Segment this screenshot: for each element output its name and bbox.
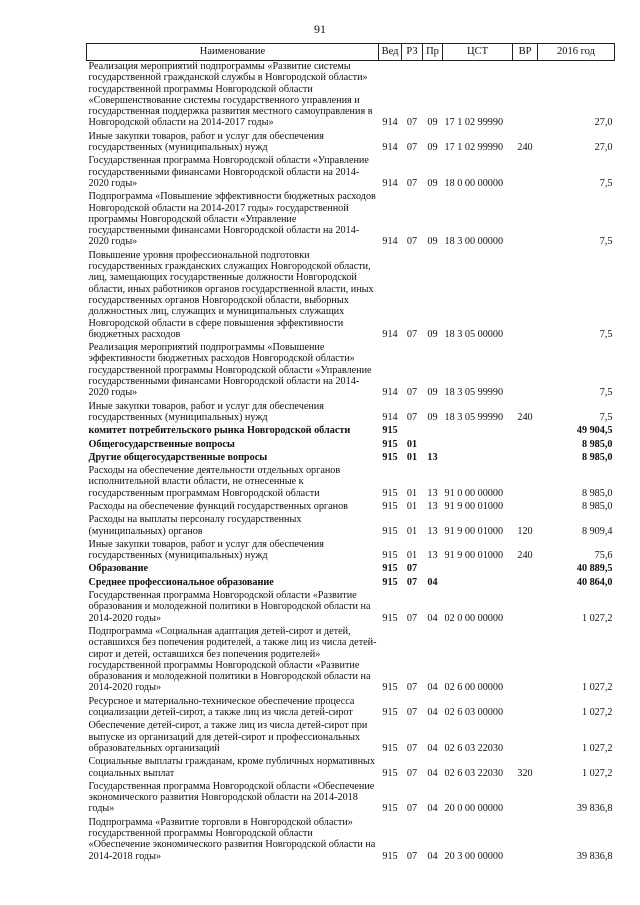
cell-ved: 914 xyxy=(382,117,398,129)
cell-pr xyxy=(423,563,443,576)
cell-rz: 07 xyxy=(406,612,418,624)
column-header-amount: 2016 год xyxy=(538,44,615,61)
cell-amount: 8 985,0 xyxy=(581,451,613,463)
page-number: 91 xyxy=(314,22,326,36)
cell-rz: 07 xyxy=(406,707,418,719)
cell-cst: 18 3 00 00000 xyxy=(444,236,504,248)
cell-rz: 07 xyxy=(406,576,418,588)
table-row xyxy=(87,781,615,817)
cell-cst: 02 6 00 00000 xyxy=(444,682,504,694)
cell-vr xyxy=(513,342,538,400)
cell-name: Государственная программа Новгородской области «Управление государственными финансами Новгородской области на 2014-2020 годы» xyxy=(88,155,369,189)
cell-rz: 07 xyxy=(406,142,418,154)
cell-pr xyxy=(423,425,443,438)
cell-cst: 91 9 00 01000 xyxy=(444,500,504,512)
cell-ved: 915 xyxy=(382,767,398,779)
cell-ved: 915 xyxy=(382,576,398,588)
cell-vr xyxy=(513,250,538,342)
cell-vr xyxy=(513,577,538,590)
cell-vr xyxy=(513,501,538,514)
cell-vr xyxy=(513,590,538,626)
cell-pr: 04 xyxy=(427,742,438,754)
cell-ved: 915 xyxy=(382,563,398,575)
cell-rz: 01 xyxy=(406,451,418,463)
column-header-name: Наименование xyxy=(87,44,379,61)
cell-pr: 04 xyxy=(427,682,438,694)
cell-cst: 02 6 03 22030 xyxy=(444,767,504,779)
cell-rz: 01 xyxy=(406,500,418,512)
cell-ved: 915 xyxy=(382,803,398,815)
cell-cst: 02 6 03 00000 xyxy=(444,707,504,719)
cell-rz: 07 xyxy=(406,563,418,575)
cell-amount: 40 864,0 xyxy=(576,576,613,588)
cell-vr xyxy=(513,439,538,452)
cell-ved: 914 xyxy=(382,236,398,248)
cell-rz: 01 xyxy=(406,487,418,499)
cell-name: Среднее профессиональное образование xyxy=(88,576,274,588)
cell-vr: 240 xyxy=(517,411,533,423)
table-row xyxy=(87,465,615,501)
cell-pr xyxy=(423,439,443,452)
cell-vr xyxy=(513,61,538,131)
cell-ved: 915 xyxy=(382,438,398,450)
cell-ved: 914 xyxy=(382,411,398,423)
cell-rz: 01 xyxy=(406,550,418,562)
cell-amount: 27,0 xyxy=(594,142,613,154)
cell-name: Реализация мероприятий подпрограммы «Повышение эффективности бюджетных расходов Новгородской области» государственной программы Новгородской области «Управление государственными финансами Новгородской области на 2014-2020 годы» xyxy=(88,342,372,399)
cell-name: Государственная программа Новгородской области «Развитие образования и молодежной политики в Новгородской области на 2014-2020 годы» xyxy=(88,590,371,624)
cell-rz: 07 xyxy=(406,387,418,399)
cell-amount: 1 027,2 xyxy=(581,612,613,624)
table-header-row xyxy=(87,44,615,61)
table-row xyxy=(87,817,615,864)
cell-cst xyxy=(443,563,513,576)
cell-vr xyxy=(513,817,538,864)
cell-amount: 7,5 xyxy=(599,387,613,399)
cell-vr xyxy=(513,720,538,756)
cell-cst: 18 3 05 99990 xyxy=(444,411,504,423)
cell-amount: 7,5 xyxy=(599,411,613,423)
cell-amount: 7,5 xyxy=(599,236,613,248)
cell-vr xyxy=(513,563,538,576)
cell-amount: 7,5 xyxy=(599,328,613,340)
table-row xyxy=(87,577,615,590)
cell-amount: 1 027,2 xyxy=(581,682,613,694)
cell-name: Расходы на выплаты персоналу государственных (муниципальных) органов xyxy=(88,514,302,537)
cell-cst: 20 0 00 00000 xyxy=(444,803,504,815)
column-header-cst: ЦСТ xyxy=(443,44,513,61)
budget-table xyxy=(86,43,615,864)
cell-amount: 39 836,8 xyxy=(576,850,613,862)
table-row xyxy=(87,626,615,696)
cell-vr: 320 xyxy=(517,767,533,779)
cell-pr: 09 xyxy=(427,142,438,154)
cell-cst: 18 3 05 99990 xyxy=(444,387,504,399)
table-row xyxy=(87,342,615,400)
column-header-rz: РЗ xyxy=(402,44,423,61)
cell-amount: 8 985,0 xyxy=(581,438,613,450)
cell-name: Иные закупки товаров, работ и услуг для обеспечения государственных (муниципальных) нужд xyxy=(88,400,324,423)
cell-rz: 07 xyxy=(406,803,418,815)
table-row xyxy=(87,439,615,452)
cell-vr: 240 xyxy=(517,550,533,562)
cell-pr: 04 xyxy=(427,850,438,862)
cell-amount: 8 985,0 xyxy=(581,487,613,499)
cell-ved: 915 xyxy=(382,612,398,624)
cell-cst: 17 1 02 99990 xyxy=(444,142,504,154)
cell-name: Социальные выплаты гражданам, кроме публичных нормативных социальных выплат xyxy=(88,756,375,779)
cell-cst: 17 1 02 99990 xyxy=(444,117,504,129)
table-row xyxy=(87,131,615,156)
cell-rz: 07 xyxy=(406,236,418,248)
cell-name: Обеспечение детей-сирот, а также лиц из числа детей-сирот при выпуске из организаций для детей-сирот и профессиональных образовательных организаций xyxy=(88,720,368,754)
cell-cst xyxy=(443,439,513,452)
cell-amount: 27,0 xyxy=(594,117,613,129)
cell-name: Подпрограмма «Социальная адаптация детей-сирот и детей, оставшихся без попечения родителей, а также лиц из числа детей-сирот и детей, оставшихся без попечения родителей» государственной программы Новгородской области «Развитие образования и молодежной политики в Новгородской области на 2014-2020 годы» xyxy=(88,625,377,694)
cell-pr: 04 xyxy=(427,576,438,588)
cell-amount: 40 889,5 xyxy=(576,563,613,575)
cell-name: Иные закупки товаров, работ и услуг для обеспечения государственных (муниципальных) нужд xyxy=(88,538,324,562)
cell-pr: 09 xyxy=(427,411,438,423)
cell-name: Расходы на обеспечение функций государственных органов xyxy=(88,500,348,512)
cell-pr: 04 xyxy=(427,803,438,815)
cell-vr xyxy=(513,191,538,249)
cell-cst: 02 0 00 00000 xyxy=(444,612,504,624)
cell-vr xyxy=(513,452,538,465)
cell-amount: 39 836,8 xyxy=(576,803,613,815)
table-row xyxy=(87,425,615,438)
cell-pr: 09 xyxy=(427,387,438,399)
cell-pr: 09 xyxy=(427,177,438,189)
cell-rz: 07 xyxy=(406,411,418,423)
cell-vr xyxy=(513,696,538,721)
cell-name: Государственная программа Новгородской области «Обеспечение экономического развития Новгородской области на 2014-2018 годы» xyxy=(88,780,375,815)
cell-pr: 13 xyxy=(427,487,438,499)
table-row xyxy=(87,539,615,564)
cell-pr: 09 xyxy=(427,236,438,248)
cell-ved: 914 xyxy=(382,328,398,340)
cell-name: Реализация мероприятий подпрограммы «Развитие системы государственной гражданской службы в Новгородской области» государственной программы Новгородской области «Совершенствование системы государственного управления и государственная поддержка развития местного самоуправления в Новгородской области на 2014-2017 годы» xyxy=(88,61,373,129)
cell-ved: 915 xyxy=(382,451,398,463)
cell-amount: 1 027,2 xyxy=(581,767,613,779)
cell-cst: 91 9 00 01000 xyxy=(444,550,504,562)
cell-ved: 915 xyxy=(382,425,398,437)
cell-cst: 18 0 00 00000 xyxy=(444,177,504,189)
cell-ved: 915 xyxy=(382,850,398,862)
cell-cst: 02 6 03 22030 xyxy=(444,742,504,754)
cell-vr xyxy=(513,626,538,696)
cell-vr xyxy=(513,465,538,501)
cell-name: Ресурсное и материально-техническое обеспечение процесса социализации детей-сирот, а также лиц из числа детей-сирот xyxy=(88,695,355,719)
cell-name: Расходы на обеспечение деятельности отдельных органов исполнительной власти области, не отнесенные к государственным программам Новгородской области xyxy=(88,465,341,499)
cell-pr: 04 xyxy=(427,612,438,624)
cell-vr xyxy=(513,425,538,438)
cell-pr: 13 xyxy=(427,550,438,562)
cell-amount: 7,5 xyxy=(599,177,613,189)
cell-ved: 915 xyxy=(382,525,398,537)
table-row xyxy=(87,501,615,514)
table-row xyxy=(87,696,615,721)
cell-cst: 91 0 00 00000 xyxy=(444,487,504,499)
cell-pr: 09 xyxy=(427,117,438,129)
cell-cst xyxy=(443,452,513,465)
cell-ved: 914 xyxy=(382,387,398,399)
cell-vr: 120 xyxy=(517,525,533,537)
cell-pr: 13 xyxy=(427,525,438,537)
cell-ved: 915 xyxy=(382,707,398,719)
cell-name: Подпрограмма «Развитие торговли в Новгородской области» государственной программы Новгородской области «Обеспечение экономического развития Новгородской области на 2014-2018 годы» xyxy=(88,816,376,862)
table-row xyxy=(87,250,615,342)
cell-name: Повышение уровня профессиональной подготовки государственных гражданских служащих Новгородской области, лиц, замещающих государственные должности Новгородской области, иных работников органов государственной власти, иных государственных органов Новгородской области, выборных должностных лиц, служащих и муниципальных служащих Новгородской области в сфере повышения эффективности бюджетных расходов xyxy=(88,249,374,340)
table-row xyxy=(87,720,615,756)
cell-cst: 18 3 05 00000 xyxy=(444,328,504,340)
cell-amount: 1 027,2 xyxy=(581,707,613,719)
cell-amount: 8 909,4 xyxy=(581,525,613,537)
cell-rz: 01 xyxy=(406,438,418,450)
cell-cst: 20 3 00 00000 xyxy=(444,850,504,862)
cell-pr: 04 xyxy=(427,707,438,719)
cell-name: Общегосударственные вопросы xyxy=(88,438,235,450)
cell-rz: 07 xyxy=(406,850,418,862)
cell-rz xyxy=(402,425,423,438)
cell-vr xyxy=(513,781,538,817)
cell-name: Другие общегосударственные вопросы xyxy=(88,451,268,463)
cell-ved: 915 xyxy=(382,742,398,754)
table-row xyxy=(87,756,615,781)
column-header-pr: Пр xyxy=(423,44,443,61)
table-row xyxy=(87,590,615,626)
cell-pr: 04 xyxy=(427,767,438,779)
cell-name: комитет потребительского рынка Новгородской области xyxy=(88,425,351,437)
cell-pr: 13 xyxy=(427,500,438,512)
table-row xyxy=(87,452,615,465)
table-row xyxy=(87,401,615,426)
table-body xyxy=(87,61,615,864)
cell-ved: 914 xyxy=(382,177,398,189)
cell-amount: 75,6 xyxy=(594,550,613,562)
cell-rz: 07 xyxy=(406,742,418,754)
table-row xyxy=(87,563,615,576)
table-row xyxy=(87,155,615,191)
cell-pr: 09 xyxy=(427,328,438,340)
cell-amount: 49 904,5 xyxy=(576,425,613,437)
cell-vr: 240 xyxy=(517,142,533,154)
cell-amount: 1 027,2 xyxy=(581,742,613,754)
cell-ved: 915 xyxy=(382,550,398,562)
cell-ved: 915 xyxy=(382,500,398,512)
cell-rz: 07 xyxy=(406,177,418,189)
table-row xyxy=(87,61,615,131)
table-row xyxy=(87,191,615,249)
cell-ved: 915 xyxy=(382,682,398,694)
cell-rz: 01 xyxy=(406,525,418,537)
table-row xyxy=(87,514,615,539)
cell-cst xyxy=(443,577,513,590)
cell-cst xyxy=(443,425,513,438)
cell-amount: 8 985,0 xyxy=(581,500,613,512)
cell-name: Подпрограмма «Повышение эффективности бюджетных расходов Новгородской области на 2014-2017 годы» государственной программы Новгородской области «Управление государственными финансами Новгородской области на 2014-2020 годы» xyxy=(88,191,376,248)
column-header-vr: ВР xyxy=(513,44,538,61)
cell-name: Образование xyxy=(88,563,149,575)
cell-cst: 91 9 00 01000 xyxy=(444,525,504,537)
cell-ved: 914 xyxy=(382,142,398,154)
cell-vr xyxy=(513,155,538,191)
cell-name: Иные закупки товаров, работ и услуг для обеспечения государственных (муниципальных) нужд xyxy=(88,130,324,154)
cell-rz: 07 xyxy=(406,328,418,340)
cell-rz: 07 xyxy=(406,767,418,779)
cell-rz: 07 xyxy=(406,117,418,129)
cell-ved: 915 xyxy=(382,487,398,499)
column-header-ved: Вед xyxy=(379,44,402,61)
cell-pr: 13 xyxy=(427,451,438,463)
cell-rz: 07 xyxy=(406,682,418,694)
